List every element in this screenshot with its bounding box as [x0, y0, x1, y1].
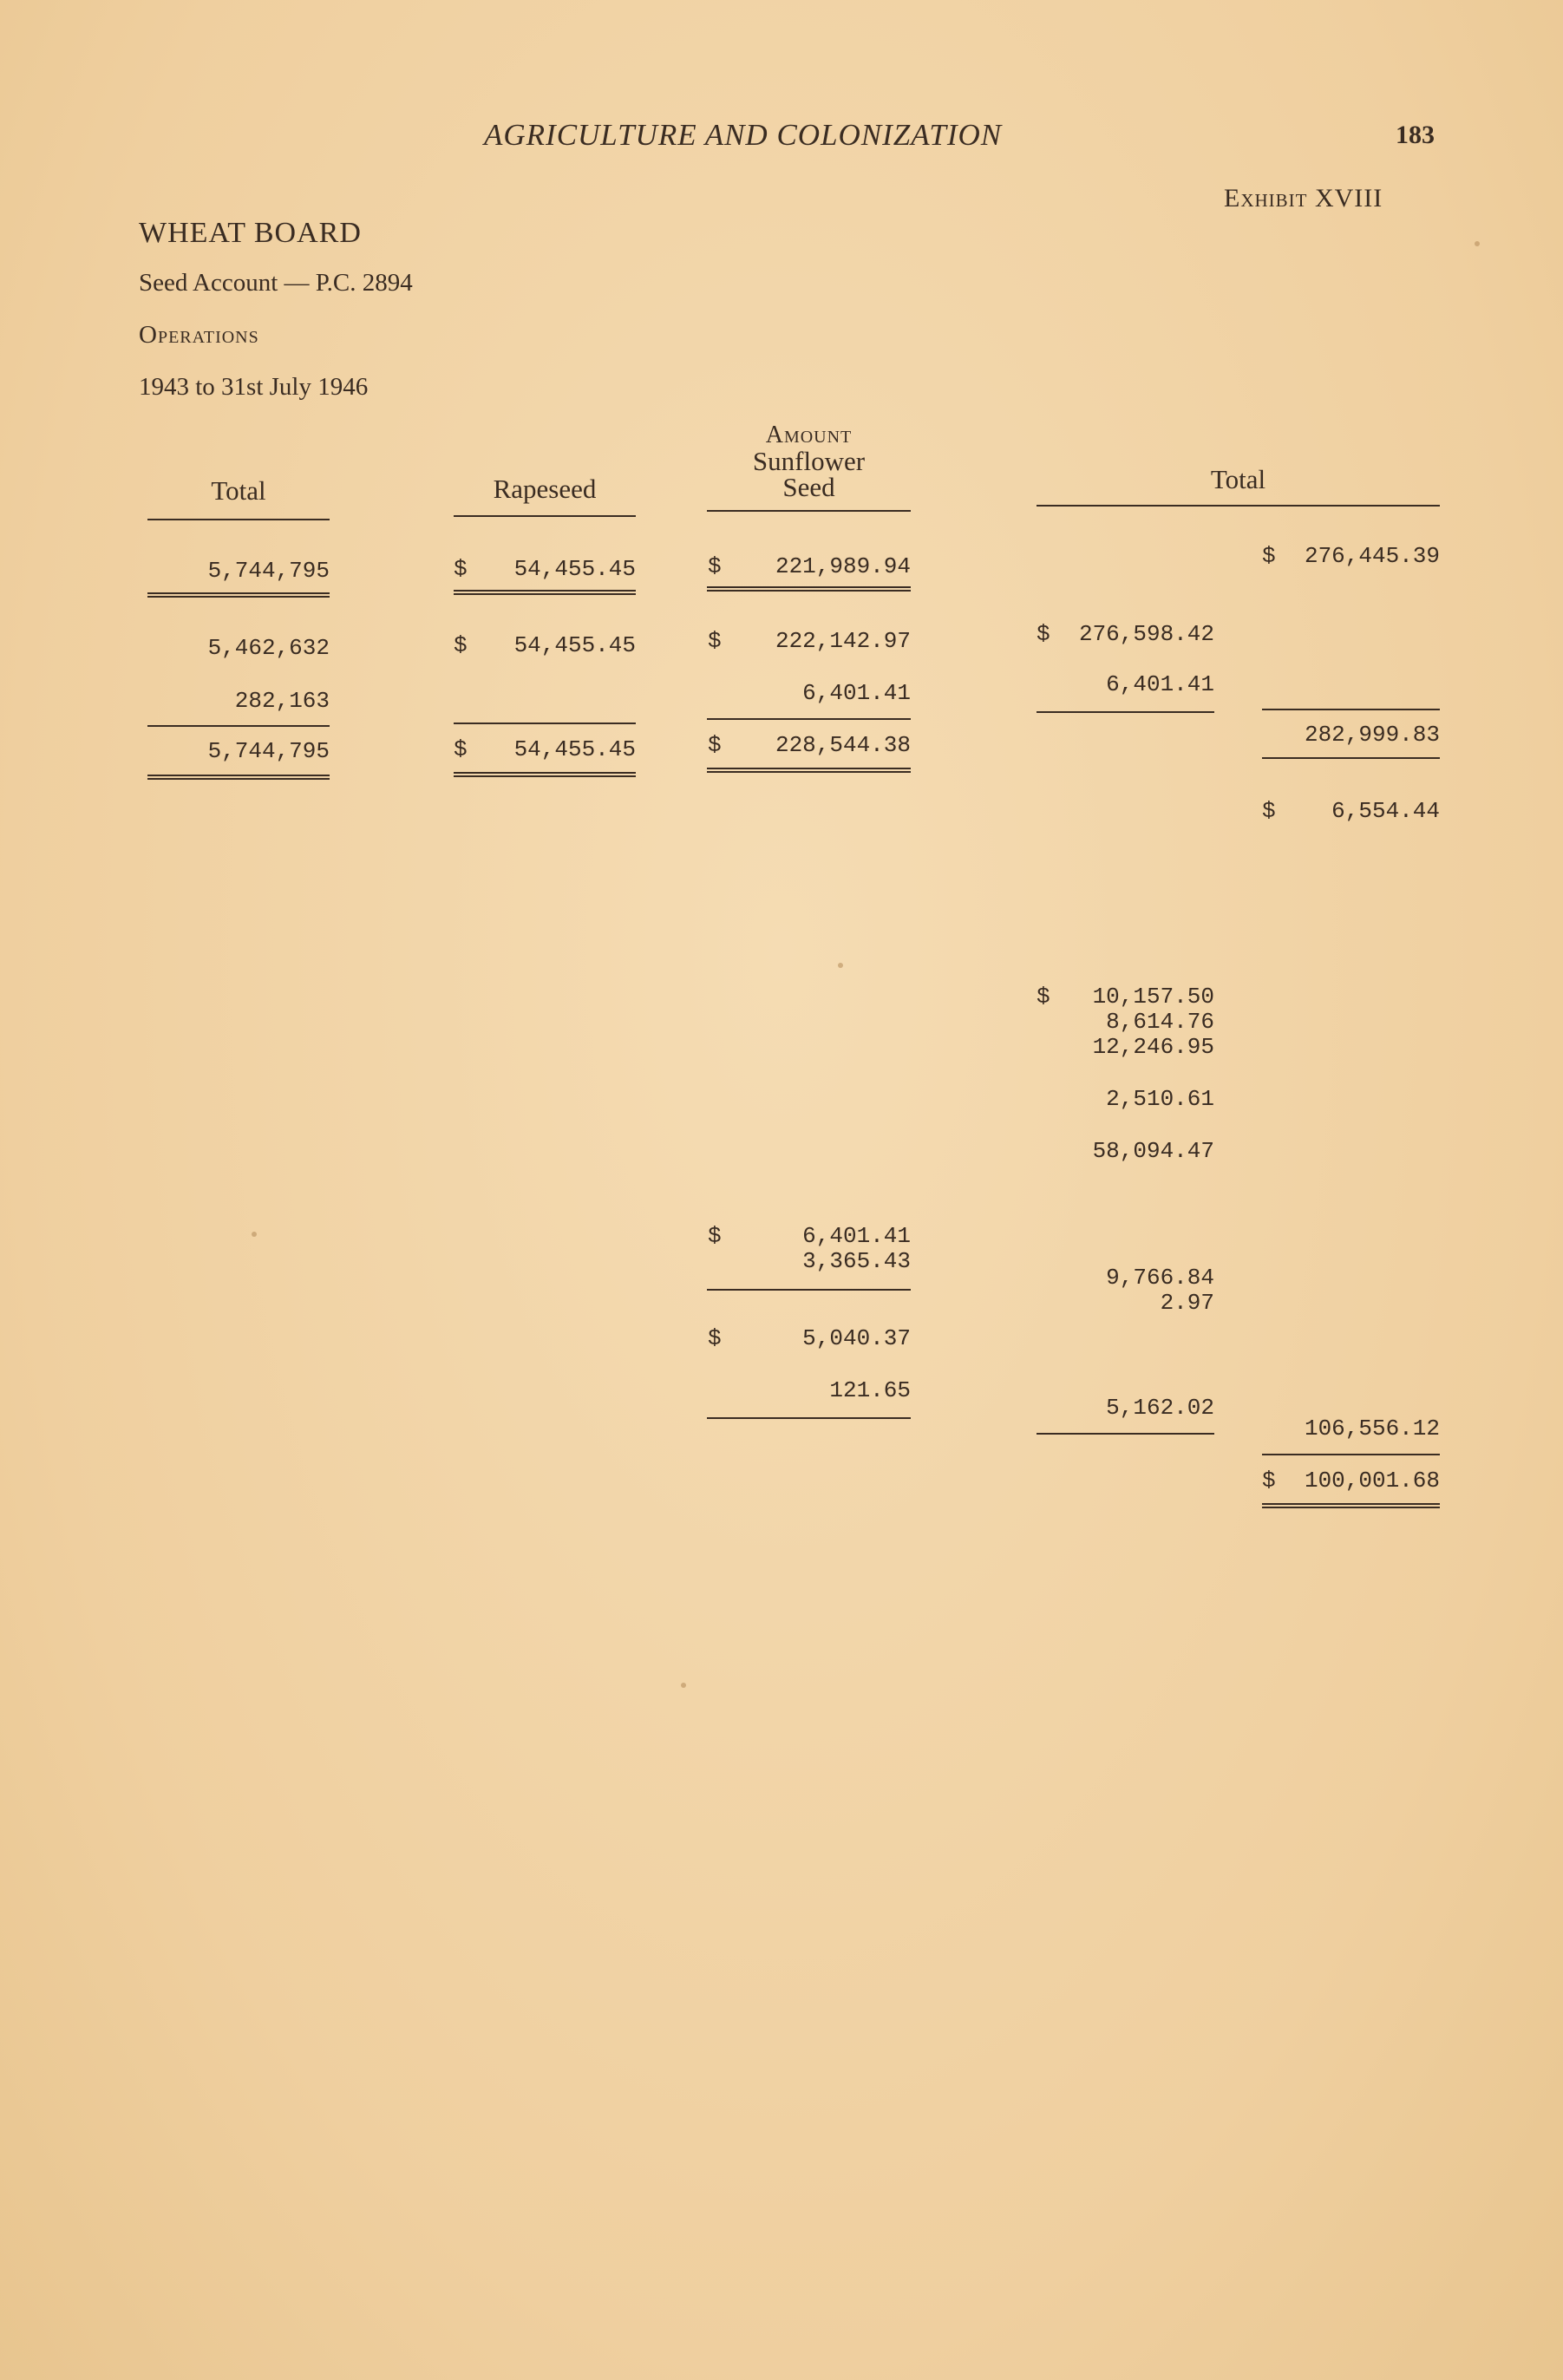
row5-grand-total: 6,554.44: [1331, 798, 1440, 824]
column-header-rapeseed: Rapeseed: [493, 474, 597, 504]
rule: [454, 722, 636, 724]
column-header-amount: Amount: [765, 422, 853, 448]
row2-sunflower: 222,142.97: [775, 628, 911, 654]
header-rule: [1037, 505, 1440, 507]
organization-title: WHEAT BOARD: [139, 217, 362, 249]
sunflower-sub-a: 6,401.41: [802, 1223, 911, 1249]
subtotal-b: 2.97: [1160, 1290, 1214, 1316]
subtotal-c: 5,162.02: [1106, 1395, 1214, 1421]
sunflower-sub-c: 5,040.37: [802, 1325, 911, 1351]
subtotal-a: 9,766.84: [1106, 1265, 1214, 1291]
dollar-sign: $: [1037, 621, 1050, 647]
expense-c: 12,246.95: [1092, 1034, 1214, 1060]
final-balance: 100,001.68: [1304, 1468, 1440, 1494]
row4-grand-total: 282,999.83: [1304, 722, 1440, 748]
row4-total: 5,744,795: [207, 738, 330, 764]
double-rule: [1262, 1503, 1440, 1508]
row1-total: 5,744,795: [207, 558, 330, 584]
rule: [1262, 1454, 1440, 1455]
dollar-sign: $: [454, 736, 468, 762]
rule: [1262, 709, 1440, 710]
double-rule: [707, 768, 911, 773]
paper-speck: [1475, 241, 1480, 246]
column-header-total-left: Total: [211, 475, 266, 506]
paper-speck: [838, 963, 843, 968]
dollar-sign: $: [708, 732, 722, 758]
header-rule: [454, 515, 636, 517]
double-rule: [707, 586, 911, 592]
row1-sunflower: 221,989.94: [775, 553, 911, 579]
row1-grand-total: 276,445.39: [1304, 543, 1440, 569]
final-deduction-total: 106,556.12: [1304, 1416, 1440, 1442]
dollar-sign: $: [1262, 543, 1276, 569]
dollar-sign: $: [708, 628, 722, 654]
column-header-sunflower-2: Seed: [782, 472, 835, 502]
paper-speck: [252, 1232, 257, 1237]
row3-subtotal: 6,401.41: [1106, 671, 1214, 697]
expense-d: 2,510.61: [1106, 1086, 1214, 1112]
double-rule: [147, 592, 330, 598]
dollar-sign: $: [1037, 984, 1050, 1010]
row3-total: 282,163: [234, 688, 330, 714]
header-rule: [147, 519, 330, 520]
dollar-sign: $: [454, 632, 468, 658]
row2-total: 5,462,632: [207, 635, 330, 661]
expense-a: 10,157.50: [1092, 984, 1214, 1010]
double-rule: [454, 772, 636, 777]
row2-rapeseed: 54,455.45: [513, 632, 636, 658]
expense-e: 58,094.47: [1092, 1138, 1214, 1164]
dollar-sign: $: [1262, 1468, 1276, 1494]
period-label: 1943 to 31st July 1946: [139, 373, 369, 401]
rule: [1037, 1433, 1214, 1435]
double-rule: [147, 775, 330, 780]
rule: [707, 1289, 911, 1291]
page-header-title: AGRICULTURE AND COLONIZATION: [484, 118, 1003, 152]
row4-sunflower: 228,544.38: [775, 732, 911, 758]
rule: [707, 1417, 911, 1419]
dollar-sign: $: [708, 1223, 722, 1249]
rule: [1262, 757, 1440, 759]
dollar-sign: $: [708, 1325, 722, 1351]
rule: [147, 725, 330, 727]
section-label: Operations: [139, 321, 259, 349]
column-header-total-right: Total: [1210, 464, 1266, 494]
row4-rapeseed: 54,455.45: [513, 736, 636, 762]
rule: [1037, 711, 1214, 713]
row2-subtotal: 276,598.42: [1078, 621, 1214, 647]
dollar-sign: $: [454, 556, 468, 582]
expense-b: 8,614.76: [1106, 1009, 1214, 1035]
paper-speck: [681, 1683, 686, 1688]
exhibit-label: Exhibit XVIII: [1224, 184, 1383, 212]
rule: [707, 718, 911, 720]
column-header-sunflower-1: Sunflower: [752, 446, 866, 476]
row3-sunflower: 6,401.41: [802, 680, 911, 706]
account-label: Seed Account — P.C. 2894: [139, 269, 413, 297]
page-number: 183: [1396, 121, 1435, 149]
row1-rapeseed: 54,455.45: [513, 556, 636, 582]
dollar-sign: $: [1262, 798, 1276, 824]
sunflower-sub-b: 3,365.43: [802, 1248, 911, 1274]
double-rule: [454, 590, 636, 595]
dollar-sign: $: [708, 553, 722, 579]
sunflower-sub-d: 121.65: [829, 1377, 911, 1403]
header-rule: [707, 510, 911, 512]
